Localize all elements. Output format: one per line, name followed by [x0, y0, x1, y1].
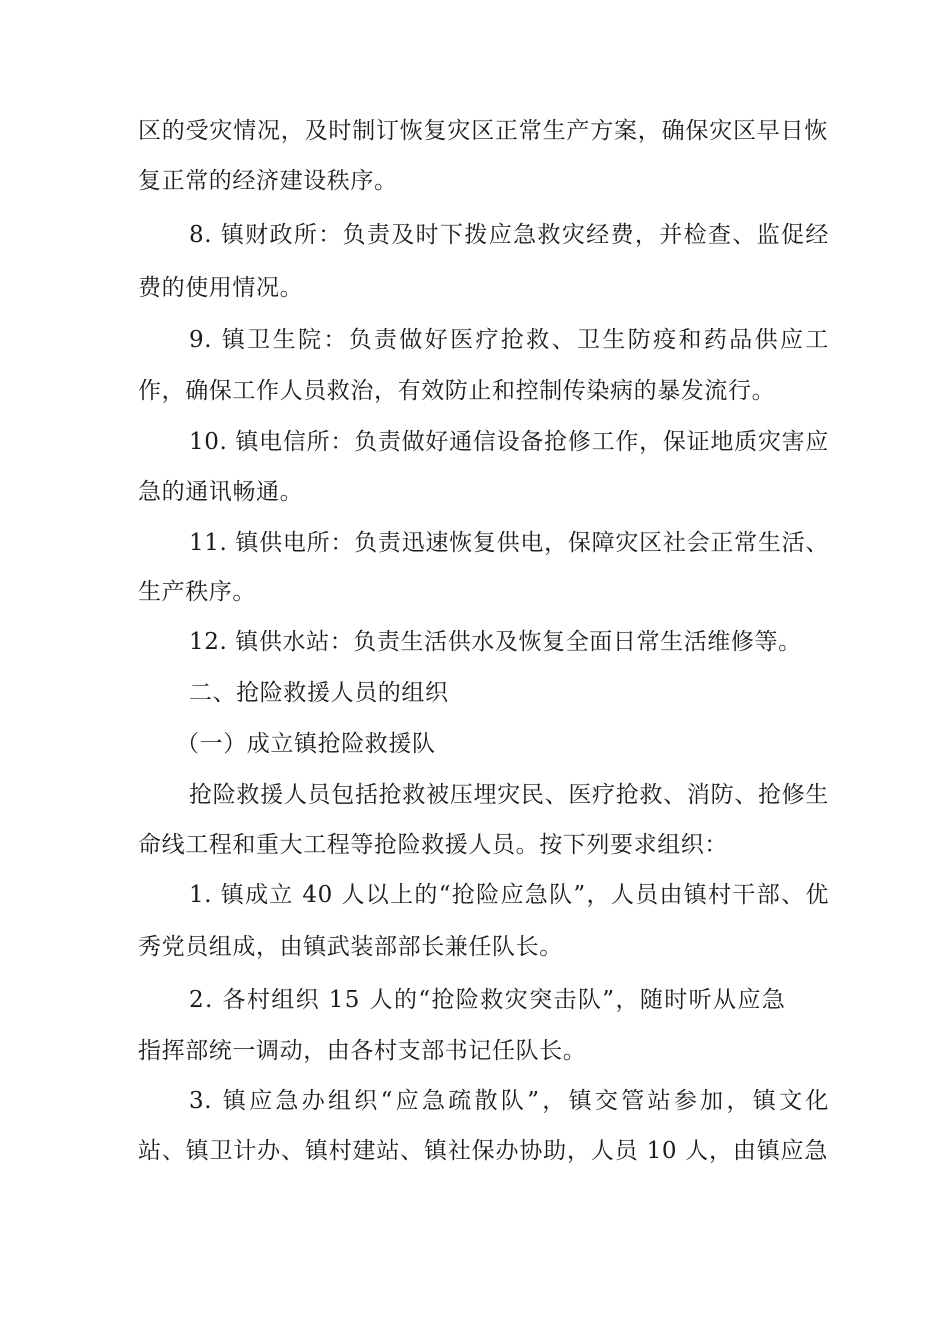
list-item-line: 8. 镇财政所：负责及时下拨应急救灾经费，并检查、监促经: [189, 222, 829, 248]
list-item-line: 12. 镇供水站：负责生活供水及恢复全面日常生活维修等。: [189, 629, 802, 655]
subsection-heading: （一）成立镇抢险救援队: [176, 731, 436, 757]
body-text-line: 抢险救援人员包括抢救被压埋灾民、医疗抢救、消防、抢修生: [189, 782, 829, 808]
list-item-line: 9. 镇卫生院：负责做好医疗抢救、卫生防疫和药品供应工: [189, 327, 829, 353]
body-text-line: 站、镇卫计办、镇村建站、镇社保办协助，人员 10 人，由镇应急: [138, 1138, 828, 1164]
body-text-line: 作，确保工作人员救治，有效防止和控制传染病的暴发流行。: [138, 378, 776, 404]
section-heading: 二、抢险救援人员的组织: [189, 680, 449, 706]
list-item-line: 10. 镇电信所：负责做好通信设备抢修工作，保证地质灾害应: [189, 429, 829, 455]
body-text-line: 生产秩序。: [138, 579, 256, 605]
body-text-line: 指挥部统一调动，由各村支部书记任队长。: [138, 1038, 587, 1064]
body-text-line: 命线工程和重大工程等抢险救援人员。按下列要求组织：: [138, 832, 728, 858]
body-text-line: 区的受灾情况，及时制订恢复灾区正常生产方案，确保灾区早日恢: [138, 118, 828, 144]
list-item-line: 1. 镇成立 40 人以上的“抢险应急队”，人员由镇村干部、优: [189, 882, 829, 908]
body-text-line: 急的通讯畅通。: [138, 479, 304, 505]
list-item-line: 11. 镇供电所：负责迅速恢复供电，保障灾区社会正常生活、: [189, 530, 829, 556]
list-item-line: 3. 镇应急办组织“应急疏散队”，镇交管站参加，镇文化: [189, 1088, 829, 1114]
list-item-line: 2. 各村组织 15 人的“抢险救灾突击队”，随时听从应急: [189, 987, 787, 1013]
body-text-line: 复正常的经济建设秩序。: [138, 168, 398, 194]
body-text-line: 费的使用情况。: [138, 275, 304, 301]
body-text-line: 秀党员组成，由镇武装部部长兼任队长。: [138, 934, 563, 960]
